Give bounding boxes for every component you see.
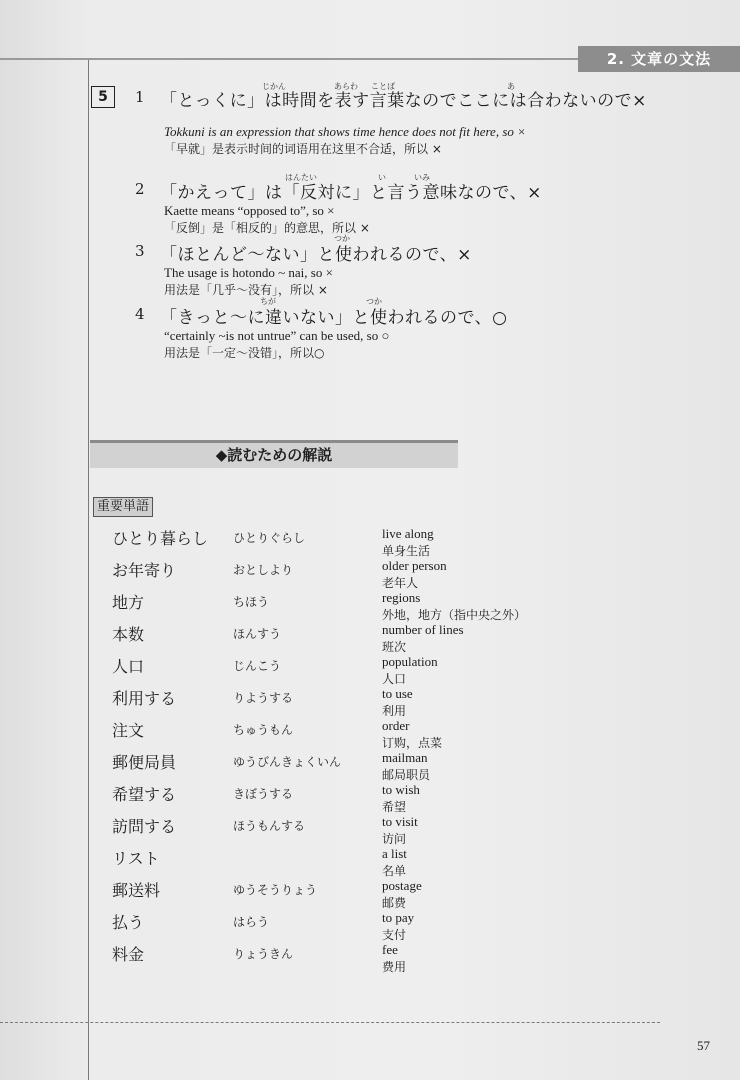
vocab-row (0, 654, 740, 686)
vocab-word: 払う (112, 913, 145, 932)
item-japanese: 「ほとんど～ない」と使われるので、× (160, 245, 472, 265)
vocab-row (0, 622, 740, 654)
vocab-word: お年寄り (112, 561, 177, 580)
vocab-label: 重要単語 (93, 497, 153, 517)
furigana: つか (366, 297, 382, 306)
vocab-word: 地方 (112, 593, 145, 612)
vocab-row (0, 846, 740, 878)
vocab-english: regions (382, 590, 421, 605)
vocab-reading: おとしより (233, 563, 294, 577)
vocab-chinese: 老年人 (382, 576, 419, 590)
vocab-row (0, 910, 740, 942)
vocab-english: fee (382, 942, 398, 957)
item-chinese: 用法是「几乎～没有」，所以 × (164, 283, 328, 297)
furigana: じかん (262, 82, 286, 91)
vocab-chinese: 邮局职员 (382, 768, 431, 782)
vocab-chinese: 外地，地方（指中央之外） (382, 608, 527, 622)
vocab-reading: りょうきん (233, 947, 294, 961)
item-chinese: 用法是「一定～没错」，所以○ (164, 346, 325, 360)
reading-section-title: ◆読むための解説 (215, 446, 333, 464)
vocab-reading: ゆうそうりょう (233, 883, 318, 897)
vocab-row (0, 590, 740, 622)
item-chinese: 「早就」是表示时间的词语用在这里不合适，所以 × (164, 142, 442, 156)
vocab-reading: ひとりぐらし (233, 531, 306, 545)
vocab-reading: ゆうびんきょくいん (233, 755, 342, 769)
vocab-row (0, 750, 740, 782)
vocab-chinese: 订购，点菜 (382, 736, 443, 750)
item-english: “certainly ~is not untrue” can be used, so ○ (164, 328, 390, 343)
vocab-chinese: 希望 (382, 800, 407, 814)
vocab-reading: ほんすう (233, 627, 282, 641)
furigana: あらわ (334, 82, 358, 91)
vocab-chinese: 名单 (382, 864, 407, 878)
vocab-english: postage (382, 878, 422, 893)
vocab-word: 郵便局員 (112, 753, 177, 772)
item-japanese: 「きっと～に違いない」と使われるので、○ (160, 308, 508, 328)
vocab-chinese: 费用 (382, 960, 407, 974)
furigana: あ (507, 82, 515, 91)
vocab-chinese: 单身生活 (382, 544, 431, 558)
vocab-word: 利用する (112, 689, 177, 708)
vocab-row (0, 718, 740, 750)
vocab-row (0, 526, 740, 558)
vocab-reading: きぼうする (233, 787, 294, 801)
vocab-english: population (382, 654, 438, 669)
vocab-word: 本数 (112, 625, 145, 644)
item-japanese: 「とっくに」は時間を表す言葉なのでここには合わないので× (160, 91, 647, 111)
vocab-word: 訪問する (112, 817, 177, 836)
vocab-english: a list (382, 846, 407, 861)
vocab-chinese: 邮费 (382, 896, 407, 910)
vocab-word: 注文 (112, 721, 145, 740)
item-english (164, 124, 526, 140)
vocab-word: ひとり暮らし (112, 529, 209, 548)
vocab-word: 人口 (112, 657, 145, 676)
vocab-english: to wish (382, 782, 420, 797)
vocab-chinese: 人口 (382, 672, 407, 686)
vocab-word: 郵送料 (112, 881, 161, 900)
furigana: い (378, 173, 386, 182)
item-number: 3 (135, 242, 145, 260)
vocab-english: to use (382, 686, 413, 701)
question-number-box: 5 (91, 86, 115, 108)
section-header-tab: 2. 文章の文法 (578, 46, 740, 72)
vocab-reading: ほうもんする (233, 819, 306, 833)
vocab-row (0, 814, 740, 846)
item-english: The usage is hotondo ~ nai, so × (164, 265, 333, 280)
furigana: ちが (260, 297, 276, 306)
vocab-reading: ちゅうもん (233, 723, 294, 737)
item-english-text: Tokkuni is an expression that shows time hence does not fit here, so × (164, 124, 526, 139)
vocab-english: to pay (382, 910, 415, 925)
vocab-english: older person (382, 558, 447, 573)
vocab-row (0, 558, 740, 590)
vocab-chinese: 利用 (382, 704, 407, 718)
item-chinese: 「反倒」是「相反的」的意思，所以 × (164, 221, 370, 235)
vocab-chinese: 支付 (382, 928, 407, 942)
vocab-row (0, 782, 740, 814)
furigana: はんたい (285, 173, 317, 182)
page-number: 57 (697, 1038, 710, 1053)
header-rule (0, 58, 578, 60)
item-number: 1 (135, 88, 145, 106)
vocab-english: mailman (382, 750, 428, 765)
reading-section-bar (90, 440, 458, 468)
furigana: つか (334, 234, 350, 243)
vocab-reading: ちほう (233, 595, 270, 609)
item-number: 2 (135, 180, 145, 198)
vocab-row (0, 942, 740, 974)
furigana: いみ (414, 173, 430, 182)
vocab-english: number of lines (382, 622, 464, 637)
vocab-chinese: 访问 (382, 832, 407, 846)
footer-dashed-rule (0, 1022, 660, 1023)
vocab-row (0, 878, 740, 910)
vocab-chinese: 班次 (382, 640, 407, 654)
vocab-reading: はらう (233, 915, 270, 929)
vocab-reading: りようする (233, 691, 294, 705)
vocab-word: リスト (112, 849, 160, 868)
vocab-word: 料金 (112, 945, 145, 964)
vocab-row (0, 686, 740, 718)
vocab-english: order (382, 718, 410, 733)
item-japanese: 「かえって」は「反対に」と言う意味なので、× (160, 183, 542, 203)
furigana: ことば (371, 82, 395, 91)
vocab-english: live along (382, 526, 434, 541)
vocab-word: 希望する (112, 785, 177, 804)
item-english: Kaette means “opposed to”, so × (164, 203, 335, 218)
vocab-reading: じんこう (233, 659, 282, 673)
vocab-english: to visit (382, 814, 418, 829)
item-number: 4 (135, 305, 145, 323)
